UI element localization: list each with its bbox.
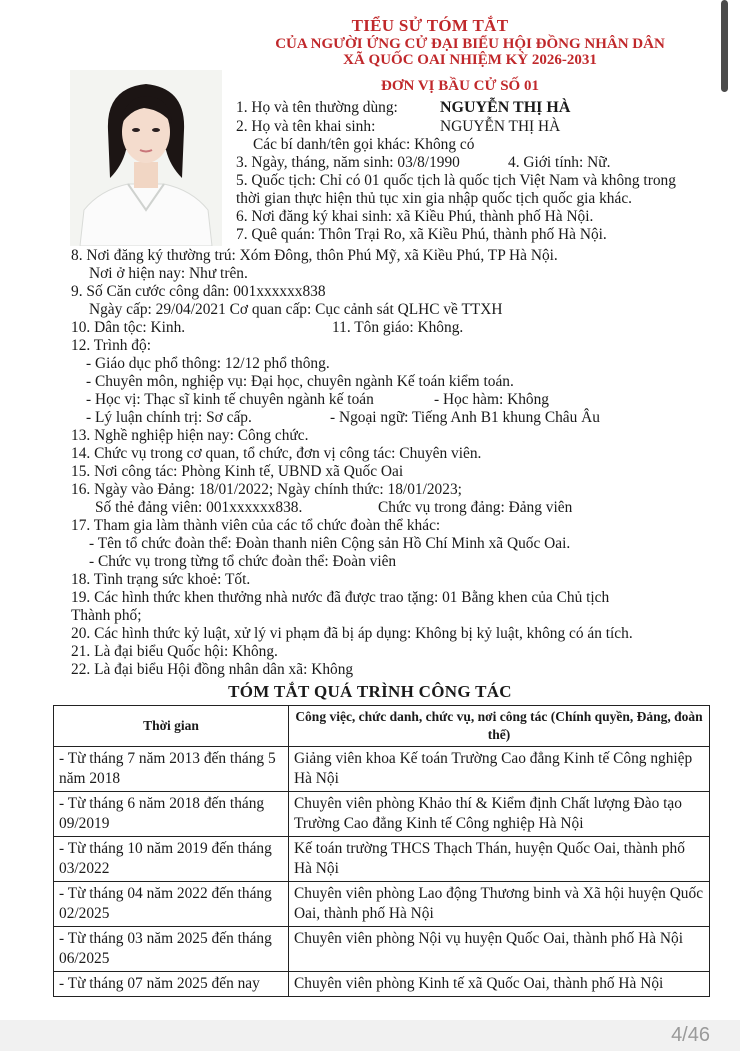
table-row [54, 882, 710, 927]
period-cell: - Từ tháng 7 năm 2013 đến tháng 5 năm 2018 [54, 747, 289, 792]
info-line-alias: Các bí danh/tên gọi khác: Không có [253, 136, 475, 153]
page-counter: 4/46 [671, 1024, 710, 1046]
period-cell: - Từ tháng 07 năm 2025 đến nay [54, 972, 289, 997]
period-cell: - Từ tháng 6 năm 2018 đến tháng 09/2019 [54, 792, 289, 837]
info-line-16b: Số thẻ đảng viên: 001xxxxxx838. Chức vụ trong đảng: Đảng viên [95, 499, 573, 516]
table-row [54, 837, 710, 882]
info-line-12a: - Giáo dục phổ thông: 12/12 phổ thông. [86, 355, 330, 372]
info-line-5b: thời gian thực hiện thủ tục xin gia nhập quốc tịch quốc gia khác. [236, 190, 633, 207]
doc-subtitle: CỦA NGƯỜI ỨNG CỬ ĐẠI BIỂU HỘI ĐỒNG NHÂN DÂN [275, 36, 665, 52]
info-line-8: 8. Nơi đăng ký thường trú: Xóm Đông, thôn Phú Mỹ, xã Kiều Phú, TP Hà Nội. [71, 247, 558, 264]
info-line-12b: - Chuyên môn, nghiệp vụ: Đại học, chuyên ngành Kế toán kiểm toán. [86, 373, 514, 390]
work-history-table [53, 705, 710, 997]
period-cell: - Từ tháng 10 năm 2019 đến tháng 03/2022 [54, 837, 289, 882]
header-position: Công việc, chức danh, chức vụ, nơi công tác (Chính quyền, Đảng, đoàn thể) [289, 706, 710, 747]
viewer-footer [0, 1020, 740, 1051]
info-line-17: 17. Tham gia làm thành viên của các tổ chức đoàn thể khác: [71, 517, 441, 534]
info-line-3: 3. Ngày, tháng, năm sinh: 03/8/1990 4. Giới tính: Nữ. [236, 154, 611, 171]
info-line-10: 10. Dân tộc: Kinh. 11. Tôn giáo: Không. [71, 319, 464, 336]
doc-subtitle-term: XÃ QUỐC OAI NHIỆM KỲ 2026-2031 [343, 52, 597, 68]
header-period: Thời gian [54, 706, 289, 747]
candidate-photo [70, 70, 222, 246]
scrollbar-thumb[interactable] [721, 0, 728, 92]
info-line-12d: - Lý luận chính trị: Sơ cấp. - Ngoại ngữ: Tiếng Anh B1 khung Châu Âu [86, 409, 600, 426]
electoral-unit: ĐƠN VỊ BẦU CỬ SỐ 01 [381, 78, 539, 94]
info-line-9b: Ngày cấp: 29/04/2021 Cơ quan cấp: Cục cảnh sát QLHC về TTXH [89, 301, 503, 318]
position-cell: Chuyên viên phòng Nội vụ huyện Quốc Oai, thành phố Hà Nội [289, 927, 710, 972]
table-row [54, 747, 710, 792]
info-line-8b: Nơi ở hiện nay: Như trên. [89, 265, 248, 282]
info-line-17b: - Chức vụ trong từng tổ chức đoàn thể: Đoàn viên [89, 553, 397, 570]
table-header-row [54, 706, 710, 747]
work-summary-title: TÓM TẮT QUÁ TRÌNH CÔNG TÁC [228, 682, 512, 701]
info-line-9: 9. Số Căn cước công dân: 001xxxxxx838 [71, 283, 326, 300]
table-row [54, 927, 710, 972]
info-line-19b: Thành phố; [71, 607, 142, 624]
info-line-16: 16. Ngày vào Đảng: 18/01/2022; Ngày chính thức: 18/01/2023; [71, 481, 462, 498]
position-cell: Kế toán trường THCS Thạch Thán, huyện Quốc Oai, thành phố Hà Nội [289, 837, 710, 882]
info-line-7: 7. Quê quán: Thôn Trại Ro, xã Kiều Phú, thành phố Hà Nội. [236, 226, 607, 243]
position-cell: Chuyên viên phòng Kinh tế xã Quốc Oai, thành phố Hà Nội [289, 972, 710, 997]
info-line-13: 13. Nghề nghiệp hiện nay: Công chức. [71, 427, 309, 444]
period-cell: - Từ tháng 04 năm 2022 đến tháng 02/2025 [54, 882, 289, 927]
info-line-20: 20. Các hình thức kỷ luật, xử lý vi phạm đã bị áp dụng: Không bị kỷ luật, không có án tích. [71, 625, 633, 642]
table-row [54, 972, 710, 997]
position-cell: Chuyên viên phòng Khảo thí & Kiểm định Chất lượng Đào tạo Trường Cao đẳng Kinh tế Công nghiệp Hà Nội [289, 792, 710, 837]
info-line-12: 12. Trình độ: [71, 337, 151, 354]
info-line-2: 2. Họ và tên khai sinh: NGUYỄN THỊ HÀ [236, 118, 561, 135]
info-line-22: 22. Là đại biểu Hội đồng nhân dân xã: Không [71, 661, 354, 678]
info-line-5: 5. Quốc tịch: Chỉ có 01 quốc tịch là quốc tịch Việt Nam và không trong [236, 172, 676, 189]
info-line-19: 19. Các hình thức khen thưởng nhà nước đã được trao tặng: 01 Bằng khen của Chủ tịch [71, 589, 610, 606]
table-row [54, 792, 710, 837]
info-line-18: 18. Tình trạng sức khoẻ: Tốt. [71, 571, 251, 588]
info-line-17a: - Tên tổ chức đoàn thể: Đoàn thanh niên Cộng sản Hồ Chí Minh xã Quốc Oai. [89, 535, 571, 552]
info-line-6: 6. Nơi đăng ký khai sinh: xã Kiều Phú, thành phố Hà Nội. [236, 208, 594, 225]
position-cell: Chuyên viên phòng Lao động Thương binh và Xã hội huyện Quốc Oai, thành phố Hà Nội [289, 882, 710, 927]
info-line-12c: - Học vị: Thạc sĩ kinh tế chuyên ngành kế toán - Học hàm: Không [86, 391, 549, 408]
info-line-1: 1. Họ và tên thường dùng: NGUYỄN THỊ HÀ [236, 99, 571, 116]
info-line-14: 14. Chức vụ trong cơ quan, tổ chức, đơn vị công tác: Chuyên viên. [71, 445, 482, 462]
doc-title: TIỂU SỬ TÓM TẮT [351, 16, 509, 35]
info-line-15: 15. Nơi công tác: Phòng Kinh tế, UBND xã Quốc Oai [71, 463, 404, 480]
period-cell: - Từ tháng 03 năm 2025 đến tháng 06/2025 [54, 927, 289, 972]
position-cell: Giảng viên khoa Kế toán Trường Cao đẳng Kinh tế Công nghiệp Hà Nội [289, 747, 710, 792]
info-line-21: 21. Là đại biểu Quốc hội: Không. [71, 643, 278, 660]
